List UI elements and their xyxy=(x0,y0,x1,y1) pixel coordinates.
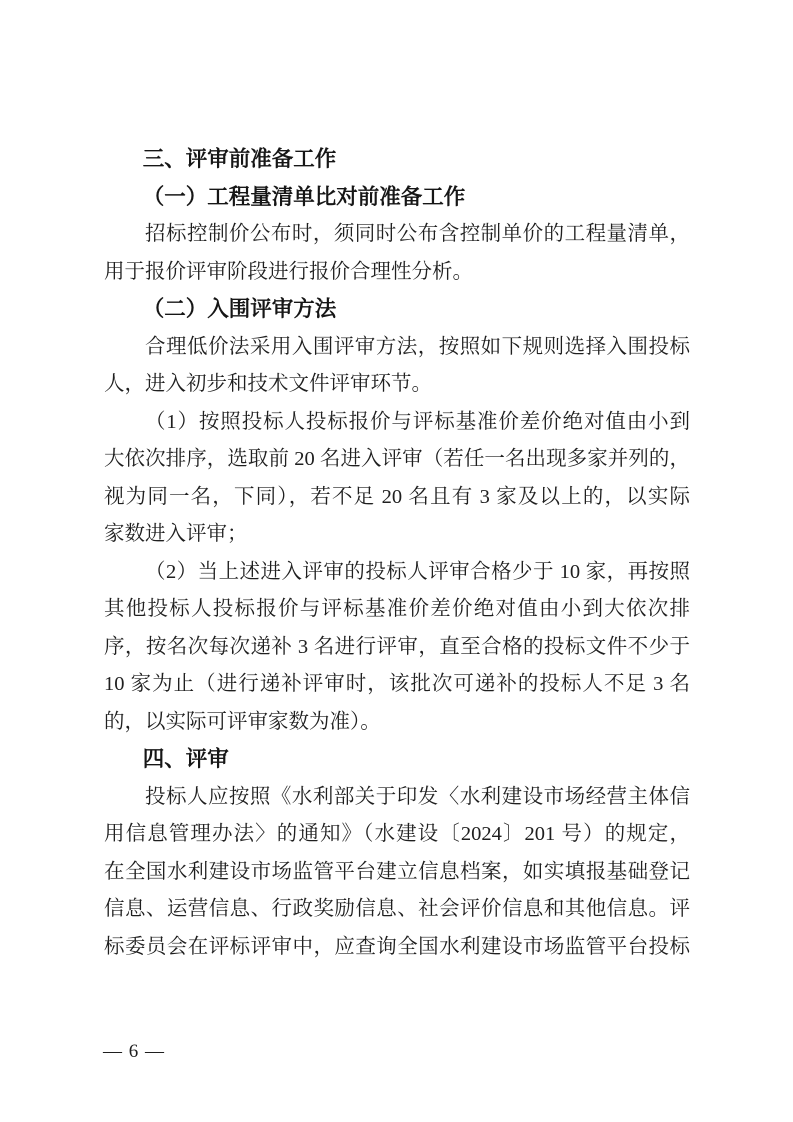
paragraph-line: 投标人应按照《水利部关于印发〈水利建设市场经营主体信 xyxy=(145,785,690,808)
paragraph-line: 序，按名次每次递补 3 名进行评审，直至合格的投标文件不少于 xyxy=(104,635,690,658)
paragraph-line: 用信息管理办法〉的通知》（水建设〔2024〕201 号）的规定， xyxy=(104,823,690,845)
section-heading: 四、评审 xyxy=(142,747,229,771)
section-heading: （一）工程量清单比对前准备工作 xyxy=(142,184,466,209)
paragraph-line: 视为同一名，下同），若不足 20 名且有 3 家及以上的，以实际 xyxy=(104,485,690,508)
paragraph-line: （1）按照投标人投标报价与评标基准价差价绝对值由小到 xyxy=(145,410,690,433)
paragraph-line: 信息、运营信息、行政奖励信息、社会评价信息和其他信息。评 xyxy=(104,898,690,920)
paragraph-line: 大依次排序，选取前 20 名进入评审（若任一名出现多家并列的， xyxy=(104,448,690,470)
paragraph-line: 其他投标人投标报价与评标基准价差价绝对值由小到大依次排 xyxy=(104,598,690,620)
page-number: — 6 — xyxy=(103,1041,165,1062)
paragraph-line: 合理低价法采用入围评审方法，按照如下规则选择入围投标 xyxy=(145,335,690,358)
paragraph-line: 人，进入初步和技术文件评审环节。 xyxy=(104,373,432,395)
paragraph-line: 家数进入评审； xyxy=(104,523,248,545)
paragraph-line: 在全国水利建设市场监管平台建立信息档案，如实填报基础登记 xyxy=(104,860,690,883)
paragraph-line: 用于报价评审阶段进行报价合理性分析。 xyxy=(104,260,473,283)
document-content xyxy=(104,141,690,966)
section-heading: 三、评审前准备工作 xyxy=(142,147,337,171)
paragraph-line: 标委员会在评标评审中，应查询全国水利建设市场监管平台投标 xyxy=(104,935,690,958)
paragraph-line: 10 家为止（进行递补评审时，该批次可递补的投标人不足 3 名 xyxy=(104,673,690,695)
paragraph-line: （2）当上述进入评审的投标人评审合格少于 10 家，再按照 xyxy=(145,560,690,583)
paragraph-line: 的，以实际可评审家数为准）。 xyxy=(104,710,381,733)
section-heading: （二）入围评审方法 xyxy=(142,297,337,321)
paragraph-line: 招标控制价公布时，须同时公布含控制单价的工程量清单， xyxy=(145,223,690,245)
